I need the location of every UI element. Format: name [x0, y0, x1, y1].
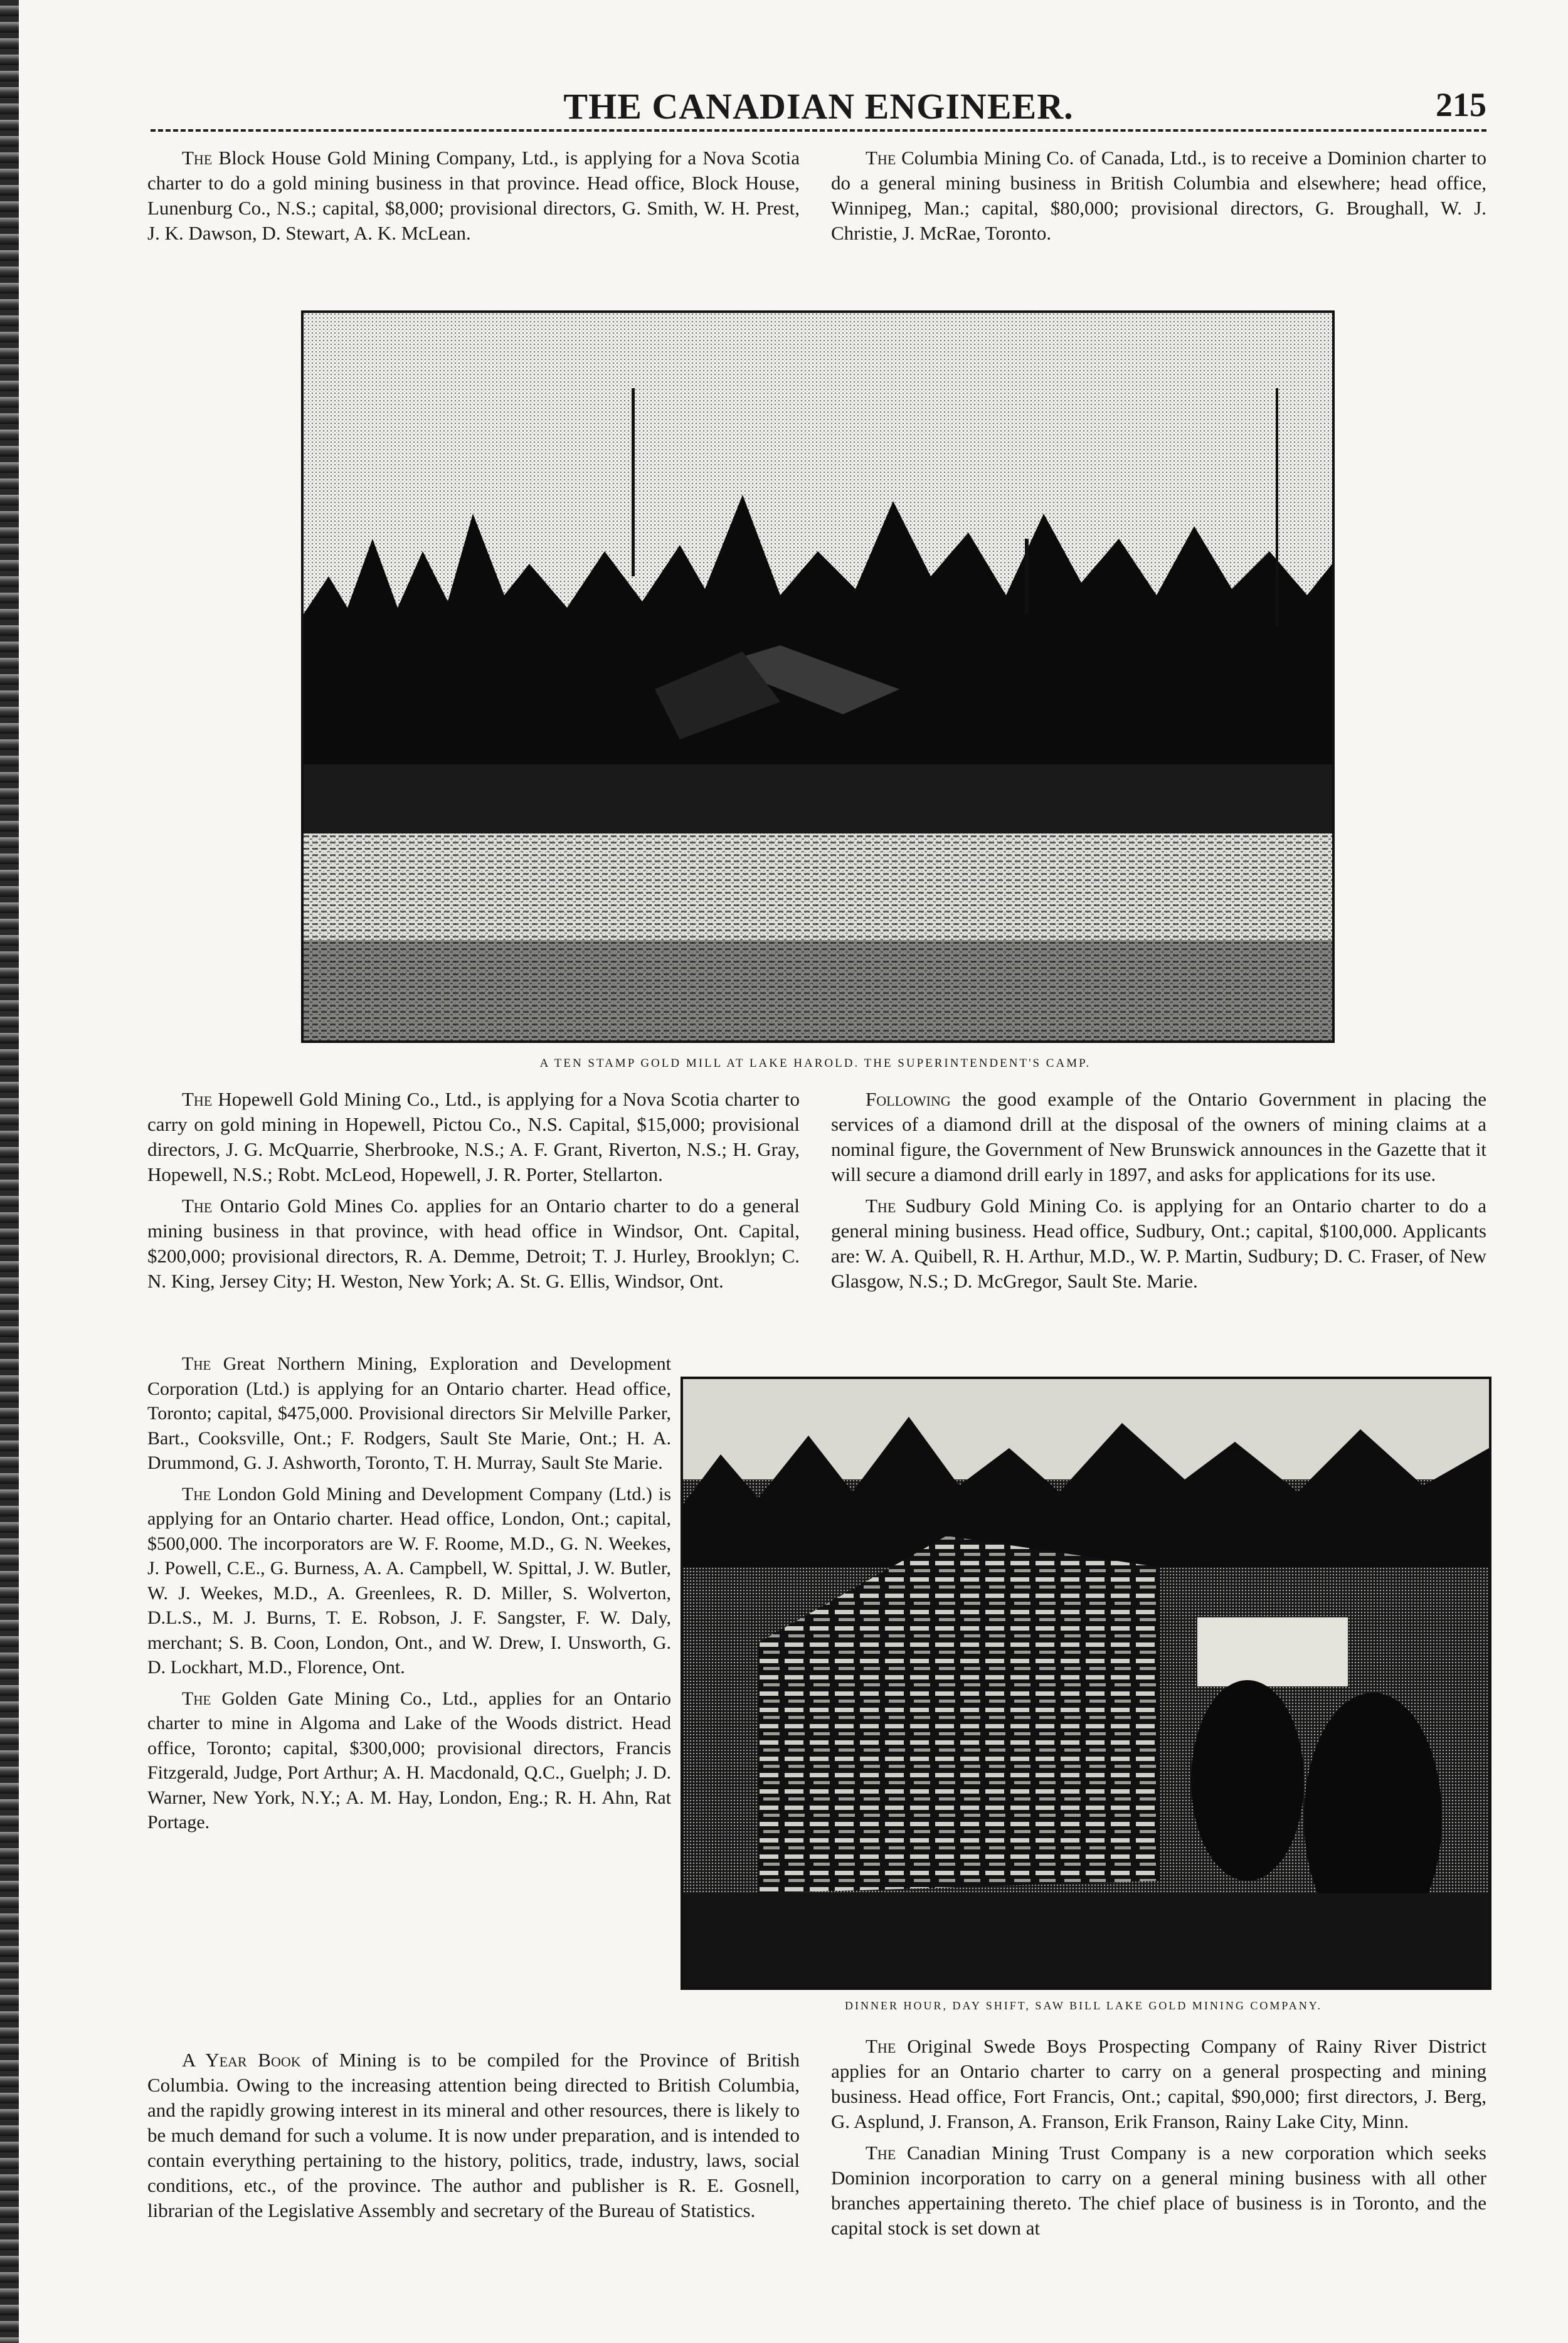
article-body: Block House Gold Mining Company, Ltd., is applying for a Nova Scotia charter to do a gold mining business in that province. Head office, Block House, Lunenburg Co., N.S.; capital, $8,000; provisional directors, G. Smith, W. H. Prest, J. K. Dawson, D. Stewart, A. K. McLean. [147, 147, 800, 244]
article-lead: The [182, 1483, 211, 1505]
article-golden-gate [147, 1686, 671, 1835]
article-body: Golden Gate Mining Co., Ltd., applies for an Ontario charter to mine in Algoma and Lake of the Woods district. Head office, Toronto; capital, $300,000; provisional directors, Francis Fitzgerald, Judge, Port Arthur; A. H. Macdonald, Q.C., Guelph; J. D. Warner, New York, N.Y.; A. M. Hay, London, Eng.; R. H. Ahn, Rat Portage. [147, 1688, 671, 1833]
article-ontario-gold-mines [147, 1193, 800, 1294]
article-hopewell [147, 1087, 800, 1187]
header-rule [151, 129, 1486, 132]
article-body: Columbia Mining Co. of Canada, Ltd., is to receive a Dominion charter to do a general mining business in British Columbia and elsewhere; head office, Winnipeg, Man.; capital, $80,000; provisional directors, G. Broughall, W. J. Christie, J. McRae, Toronto. [831, 147, 1486, 244]
photo-stamp-mill [301, 310, 1335, 1043]
photo-caption-dinner-hour: DINNER HOUR, DAY SHIFT, SAW BILL LAKE GOLD MINING COMPANY. [845, 1999, 1322, 2012]
column-mid-left [147, 1087, 800, 1300]
article-body: the good example of the Ontario Government in placing the services of a diamond drill at the disposal of the owners of mining claims at a nominal figure, the Government of New Brunswick announces in the Gazette that it will secure a diamond drill early in 1897, and asks for applications for its use. [831, 1088, 1486, 1185]
article-body: Original Swede Boys Prospecting Company of Rainy River District applies for an Ontario charter to carry on a general prospecting and mining business. Head office, Fort Francis, Ont.; capital, $90,000; first directors, J. Berg, G. Asplund, J. Franson, A. Franson, Erik Franson, Rainy Lake City, Minn. [831, 2035, 1486, 2132]
article-lead: The [866, 2035, 896, 2057]
article-body: Canadian Mining Trust Company is a new corporation which seeks Dominion incorporation to carry on a general mining business with all other branches appertaining thereto. The chief place of business is in Toronto, and the capital stock is set down at [831, 2142, 1486, 2239]
photo-caption-stamp-mill: A TEN STAMP GOLD MILL AT LAKE HAROLD. THE SUPERINTENDENT'S CAMP. [539, 1057, 1091, 1070]
photo-dinner-hour [681, 1377, 1491, 1990]
scan-binding-edge [0, 0, 19, 2343]
article-body: Sudbury Gold Mining Co. is applying for an Ontario charter to do a general mining business. Head office, Sudbury, Ont.; capital, $100,000. Applicants are: W. A. Quibell, R. H. Arthur, M.D., W. P. Martin, Sudbury; D. C. Fraser, of New Glasgow, N.S.; D. McGregor, Sault Ste. Marie. [831, 1195, 1486, 1292]
article-swede-boys [831, 2034, 1486, 2134]
article-diamond-drill [831, 1087, 1486, 1187]
column-mid-right [831, 1087, 1486, 1300]
article-lead: The [182, 1688, 211, 1709]
article-columbia-mining [831, 145, 1486, 252]
page-number: 215 [1436, 86, 1486, 124]
article-lead: A Year Book [182, 2049, 301, 2071]
column-narrow-left [147, 1351, 671, 1841]
page-header [151, 74, 1486, 130]
article-body: Hopewell Gold Mining Co., Ltd., is applying for a Nova Scotia charter to carry on gold mining in Hopewell, Pictou Co., N.S. Capital, $15,000; provisional directors, J. G. McQuarrie, Sherbrooke, N.S.; A. F. Grant, Riverton, N.S.; H. Gray, Hopewell, N.S.; Robt. McLeod, Hopewell, J. R. Porter, Stellarton. [147, 1088, 800, 1185]
article-mining-trust [831, 2140, 1486, 2241]
column-bottom-right [831, 2034, 1486, 2247]
article-lead: The [866, 147, 896, 169]
article-lead: The [866, 1195, 896, 1217]
article-lead: The [182, 147, 213, 169]
article-lead: The [182, 1088, 213, 1110]
article-body: Great Northern Mining, Exploration and Development Corporation (Ltd.) is applying for an Ontario charter. Head office, Toronto; capital, $475,000. Provisional directors Sir Melville Parker, Bart., Cooksville, Ont.; F. Rodgers, Sault Ste Marie, Ont.; H. A. Drummond, G. J. Ashworth, Toronto, T. H. Murray, Sault Ste Marie. [147, 1353, 671, 1473]
article-london-gold [147, 1482, 671, 1680]
article-lead: The [182, 1195, 213, 1217]
article-sudbury-gold [831, 1193, 1486, 1294]
article-lead: The [182, 1353, 211, 1374]
masthead-title: THE CANADIAN ENGINEER. [563, 86, 1074, 127]
newspaper-page [38, 0, 1568, 2343]
article-great-northern [147, 1351, 671, 1476]
article-lead: The [866, 2142, 896, 2164]
article-body: Ontario Gold Mines Co. applies for an Ontario charter to do a general mining business in that province, with head office in Windsor, Ont. Capital, $200,000; provisional directors, R. A. Demme, Detroit; T. J. Hurley, Brooklyn; C. N. King, Jersey City; H. Weston, New York; A. St. G. Ellis, Windsor, Ont. [147, 1195, 800, 1292]
article-body: London Gold Mining and Development Company (Ltd.) is applying for an Ontario charter. Head office, London, Ont.; capital, $500,000. The incorporators are W. F. Roome, M.D., G. N. Weekes, J. Powell, C.E., G. Burness, A. A. Campbell, W. Spittal, J. W. Butler, W. J. Weekes, M.D., A. Greenlees, R. D. Miller, S. Wolverton, D.L.S., M. J. Burns, T. E. Robson, J. F. Sangster, F. W. Daly, merchant; S. B. Coon, London, Ont., and W. Drew, I. Unsworth, G. D. Lockhart, M.D., Florence, Ont. [147, 1483, 671, 1678]
article-block-house [147, 145, 800, 252]
article-lead: Following [866, 1088, 951, 1110]
article-body: of Mining is to be compiled for the Province of British Columbia. Owing to the increasing attention being directed to British Columbia, and the rapidly growing interest in its mineral and other resources, there is likely to be much demand for such a volume. It is now under preparation, and is intended to contain everything pertaining to the history, politics, trade, industry, laws, social conditions, etc., of the province. The author and publisher is R. E. Gosnell, librarian of the Legislative Assembly and secretary of the Bureau of Statistics. [147, 2049, 800, 2221]
article-year-book [147, 2048, 800, 2229]
stamp-mill-halftone [304, 313, 1332, 1040]
dinner-hour-halftone [683, 1379, 1489, 1987]
